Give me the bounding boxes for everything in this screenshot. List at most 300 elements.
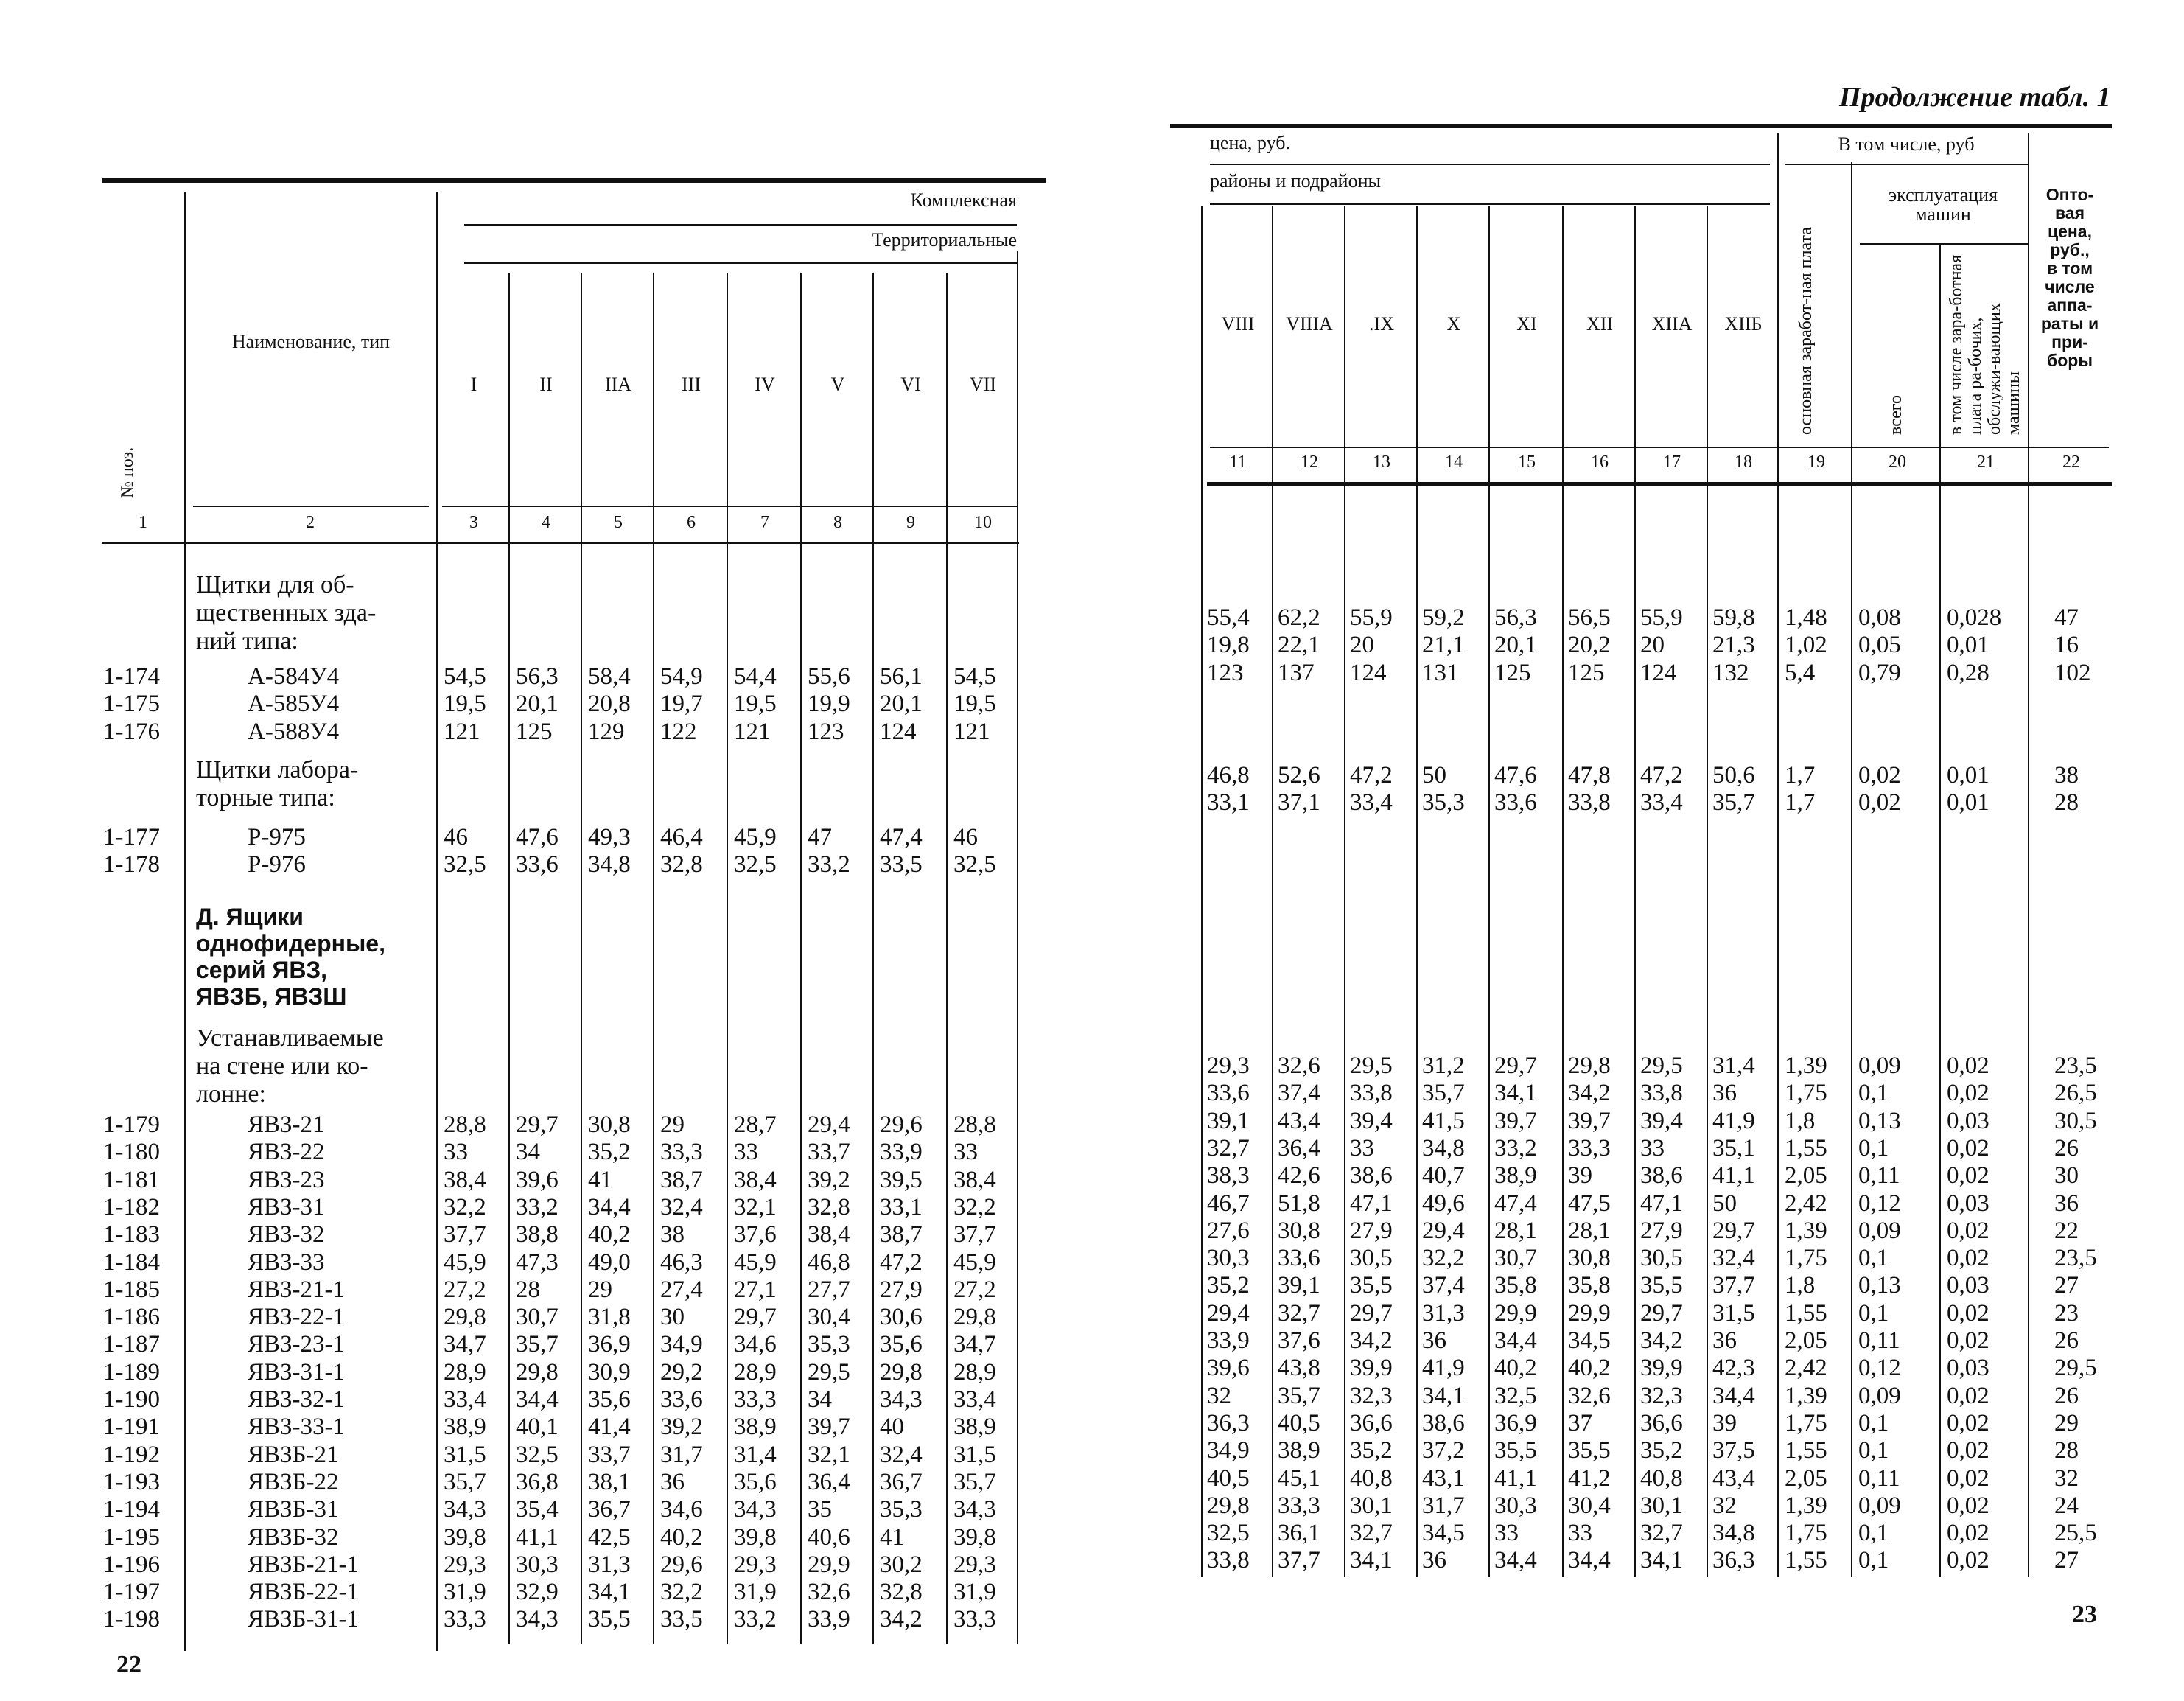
- price-value: 39,4: [1350, 1107, 1393, 1134]
- price-value: 34,2: [1350, 1327, 1393, 1354]
- price-value: 28,7: [734, 1111, 777, 1138]
- header-rule: [464, 262, 1017, 264]
- price-value: 29,6: [880, 1111, 923, 1138]
- price-value: 38,6: [1640, 1162, 1683, 1190]
- price-value: 36,1: [1278, 1520, 1320, 1547]
- column-divider: [1416, 206, 1418, 1577]
- price-value: 5,4: [1785, 659, 1816, 686]
- price-value: 34,5: [1568, 1327, 1611, 1354]
- price-value: 1,55: [1785, 1134, 1827, 1162]
- price-value: 28,1: [1568, 1217, 1611, 1244]
- price-value: 29,3: [1207, 1052, 1250, 1079]
- price-value: 21,3: [1712, 632, 1755, 659]
- type-name: ЯВЗБ-31: [248, 1496, 339, 1523]
- price-value: 39,7: [808, 1414, 850, 1441]
- position-number: 1-176: [103, 718, 160, 745]
- price-value: 129: [588, 718, 625, 745]
- price-value: 37,6: [734, 1221, 777, 1248]
- price-value: 36,9: [588, 1331, 631, 1358]
- price-value: 34,4: [1494, 1327, 1537, 1354]
- price-value: 0,03: [1947, 1272, 1989, 1299]
- type-name: ЯВЗ-23: [248, 1166, 325, 1193]
- price-value: 37,1: [1278, 789, 1320, 817]
- price-value: 35,5: [1568, 1437, 1611, 1464]
- column-divider: [800, 273, 802, 1644]
- price-value: 39,1: [1278, 1272, 1320, 1299]
- price-value: 2,05: [1785, 1327, 1827, 1354]
- price-value: 30,5: [1350, 1245, 1393, 1272]
- type-name: ЯВЗ-31: [248, 1193, 325, 1220]
- column-number: 17: [1663, 453, 1681, 472]
- price-value: 30,4: [808, 1304, 850, 1331]
- price-value: 0,11: [1858, 1327, 1900, 1354]
- column-number: 18: [1735, 453, 1752, 472]
- price-value: 35,3: [1422, 789, 1465, 817]
- price-value: 20: [1640, 632, 1665, 659]
- price-value: 0,03: [1947, 1355, 1989, 1382]
- price-value: 34,4: [1712, 1382, 1755, 1409]
- price-value: 27,9: [880, 1276, 923, 1303]
- price-value: 41,9: [1712, 1107, 1755, 1134]
- price-value: 0,03: [1947, 1190, 1989, 1217]
- price-value: 27,2: [444, 1276, 486, 1303]
- price-value: 34,2: [880, 1606, 923, 1633]
- price-value: 35,3: [880, 1496, 923, 1523]
- price-value: 19,8: [1207, 632, 1250, 659]
- price-value: 23: [2054, 1299, 2079, 1327]
- price-value: 49,0: [588, 1248, 631, 1276]
- price-value: 35,8: [1494, 1272, 1537, 1299]
- price-value: 0,11: [1858, 1162, 1900, 1190]
- price-value: 52,6: [1278, 762, 1320, 789]
- position-number: 1-194: [103, 1496, 160, 1523]
- price-value: 29,7: [1712, 1217, 1755, 1244]
- header-rule: [1860, 243, 2028, 245]
- price-value: 30,5: [2054, 1107, 2097, 1134]
- price-value: 56,3: [1494, 604, 1537, 631]
- price-value: 33,8: [1640, 1080, 1683, 1107]
- price-value: 137: [1278, 659, 1315, 686]
- price-value: 35,7: [1712, 789, 1755, 817]
- price-value: 121: [734, 718, 771, 745]
- price-value: 34,3: [880, 1386, 923, 1413]
- price-value: 34,6: [660, 1496, 703, 1523]
- price-value: 0,02: [1947, 1080, 1989, 1107]
- price-value: 20,1: [516, 691, 559, 718]
- price-value: 39,6: [516, 1166, 559, 1193]
- column-number: 6: [687, 513, 696, 532]
- type-name: ЯВЗБ-22-1: [248, 1579, 359, 1606]
- price-value: 54,9: [660, 663, 703, 690]
- price-value: 47,6: [516, 824, 559, 850]
- price-value: 36: [1712, 1080, 1737, 1107]
- price-value: 40,2: [588, 1221, 631, 1248]
- price-value: 20: [1350, 632, 1374, 659]
- price-value: 1,75: [1785, 1409, 1827, 1436]
- column-number: 2: [306, 513, 315, 532]
- price-value: 32,2: [444, 1193, 486, 1220]
- position-number: 1-189: [103, 1358, 160, 1386]
- price-value: 26,5: [2054, 1080, 2097, 1107]
- price-value: 32,2: [953, 1193, 996, 1220]
- header-rule: [1210, 164, 1770, 165]
- price-value: 28,8: [444, 1111, 486, 1138]
- price-value: 2,42: [1785, 1190, 1827, 1217]
- price-value: 29: [660, 1111, 685, 1138]
- price-value: 54,5: [444, 663, 486, 690]
- price-value: 47: [2054, 604, 2079, 631]
- price-value: 33: [1350, 1134, 1374, 1162]
- price-value: 0,13: [1858, 1272, 1901, 1299]
- price-value: 39,9: [1350, 1355, 1393, 1382]
- price-value: 38,9: [1278, 1437, 1320, 1464]
- price-value: 33,8: [1350, 1080, 1393, 1107]
- price-value: 38,1: [588, 1468, 631, 1495]
- price-value: 37,7: [1278, 1547, 1320, 1574]
- price-value: 0,09: [1858, 1217, 1901, 1244]
- price-value: 2,05: [1785, 1162, 1827, 1190]
- price-value: 0,02: [1947, 1409, 1989, 1436]
- type-name: ЯВЗ-32-1: [248, 1386, 346, 1413]
- price-value: 35,2: [588, 1139, 631, 1166]
- price-value: 1,75: [1785, 1245, 1827, 1272]
- column-divider: [1634, 206, 1636, 1577]
- price-value: 32,1: [734, 1193, 777, 1220]
- price-value: 50: [1422, 762, 1446, 789]
- price-value: 36,7: [880, 1468, 923, 1495]
- price-value: 33,5: [880, 851, 923, 879]
- price-value: 1,75: [1785, 1080, 1827, 1107]
- price-value: 47,4: [1494, 1190, 1537, 1217]
- price-value: 43,8: [1278, 1355, 1320, 1382]
- price-value: 35,6: [588, 1386, 631, 1413]
- price-value: 25,5: [2054, 1520, 2097, 1547]
- price-value: 32,5: [444, 851, 486, 879]
- price-value: 40: [880, 1414, 904, 1441]
- price-value: 38: [2054, 762, 2079, 789]
- price-value: 29,8: [1207, 1492, 1250, 1519]
- price-value: 32: [1712, 1492, 1737, 1519]
- price-value: 33,3: [444, 1606, 486, 1633]
- price-value: 0,02: [1858, 762, 1901, 789]
- column-number: 13: [1373, 453, 1390, 472]
- price-value: 29,5: [1350, 1052, 1393, 1079]
- price-value: 34,9: [1207, 1437, 1250, 1464]
- price-value: 33: [444, 1139, 468, 1166]
- section-title: Щитки для об- щественных зда- ний типа:: [196, 571, 377, 654]
- price-value: 0,09: [1858, 1052, 1901, 1079]
- price-value: 31,4: [1712, 1052, 1755, 1079]
- price-value: 31,3: [1422, 1299, 1465, 1327]
- price-value: 46,3: [660, 1248, 703, 1276]
- price-value: 36,4: [1278, 1134, 1320, 1162]
- price-value: 47,8: [1568, 762, 1611, 789]
- section-title: Щитки лабора- торные типа:: [196, 756, 359, 811]
- price-value: 33,6: [660, 1386, 703, 1413]
- column-number: 3: [469, 513, 478, 532]
- price-value: 33,4: [444, 1386, 486, 1413]
- column-divider: [727, 273, 728, 1644]
- header-rule: [442, 506, 1017, 507]
- price-value: 131: [1422, 659, 1459, 686]
- district-label: V: [830, 374, 845, 395]
- price-value: 1,7: [1785, 789, 1816, 817]
- price-value: 1,48: [1785, 604, 1827, 631]
- price-value: 37,2: [1422, 1437, 1465, 1464]
- price-value: 38,7: [660, 1166, 703, 1193]
- price-value: 34,4: [1494, 1547, 1537, 1574]
- price-value: 40,2: [1568, 1355, 1611, 1382]
- price-value: 0,02: [1858, 789, 1901, 817]
- top-rule: [102, 178, 1046, 183]
- price-value: 29,8: [1568, 1052, 1611, 1079]
- price-value: 39: [1568, 1162, 1592, 1190]
- column-divider: [1939, 243, 1941, 1577]
- price-value: 30,5: [1640, 1245, 1683, 1272]
- price-value: 43,4: [1278, 1107, 1320, 1134]
- price-value: 33,6: [1278, 1245, 1320, 1272]
- price-value: 28,8: [953, 1111, 996, 1138]
- price-value: 33,9: [1207, 1327, 1250, 1354]
- price-value: 36: [1422, 1547, 1446, 1574]
- price-value: 31,5: [953, 1441, 996, 1468]
- price-value: 0,02: [1947, 1162, 1989, 1190]
- district-label: IV: [755, 374, 775, 395]
- price-value: 43,1: [1422, 1464, 1465, 1492]
- price-value: 0,02: [1947, 1464, 1989, 1492]
- price-value: 30: [2054, 1162, 2079, 1190]
- price-value: 34,3: [734, 1496, 777, 1523]
- header-rule: [1207, 482, 2112, 486]
- header-name-type: Наименование, тип: [231, 331, 391, 352]
- price-value: 36: [1422, 1327, 1446, 1354]
- price-value: 55,9: [1350, 604, 1393, 631]
- column-divider: [1562, 206, 1564, 1577]
- price-value: 26: [2054, 1134, 2079, 1162]
- price-value: 27: [2054, 1272, 2079, 1299]
- price-value: 47,2: [1350, 762, 1393, 789]
- price-value: 29,7: [734, 1304, 777, 1331]
- price-value: 29,9: [808, 1551, 850, 1578]
- position-number: 1-179: [103, 1111, 160, 1138]
- price-value: 35,7: [1422, 1080, 1465, 1107]
- price-value: 38,9: [953, 1414, 996, 1441]
- price-value: 2,42: [1785, 1355, 1827, 1382]
- price-value: 124: [880, 718, 917, 745]
- price-value: 36,3: [1207, 1409, 1250, 1436]
- price-value: 47,5: [1568, 1190, 1611, 1217]
- price-value: 39,8: [734, 1523, 777, 1551]
- price-value: 46,8: [1207, 762, 1250, 789]
- price-value: 33,6: [516, 851, 559, 879]
- price-value: 40,5: [1278, 1409, 1320, 1436]
- price-value: 20,1: [880, 691, 923, 718]
- price-value: 38,4: [808, 1221, 850, 1248]
- price-value: 36,3: [1712, 1547, 1755, 1574]
- price-value: 34,1: [1494, 1080, 1537, 1107]
- price-value: 39,9: [1640, 1355, 1683, 1382]
- price-value: 31,9: [444, 1579, 486, 1606]
- price-value: 34,6: [734, 1331, 777, 1358]
- district-label: XIIA: [1651, 313, 1693, 335]
- price-value: 62,2: [1278, 604, 1320, 631]
- price-value: 1,39: [1785, 1217, 1827, 1244]
- type-name: ЯВЗБ-22: [248, 1468, 339, 1495]
- price-value: 51,8: [1278, 1190, 1320, 1217]
- price-value: 28: [516, 1276, 540, 1303]
- price-value: 38,9: [444, 1414, 486, 1441]
- price-value: 40,8: [1640, 1464, 1683, 1492]
- price-value: 1,39: [1785, 1492, 1827, 1519]
- type-name: ЯВЗ-33: [248, 1248, 325, 1276]
- price-value: 32,2: [1422, 1245, 1465, 1272]
- price-value: 27,4: [660, 1276, 703, 1303]
- position-number: 1-190: [103, 1386, 160, 1413]
- position-number: 1-186: [103, 1304, 160, 1331]
- header-price: цена, руб.: [1210, 132, 1290, 153]
- price-value: 0,02: [1947, 1327, 1989, 1354]
- price-value: 36,4: [808, 1468, 850, 1495]
- price-value: 55,4: [1207, 604, 1250, 631]
- price-value: 35: [808, 1496, 832, 1523]
- price-value: 29,4: [1207, 1299, 1250, 1327]
- price-value: 2,05: [1785, 1464, 1827, 1492]
- price-value: 34,3: [444, 1496, 486, 1523]
- price-value: 29,7: [516, 1111, 559, 1138]
- price-value: 40,2: [1494, 1355, 1537, 1382]
- price-value: 34,1: [588, 1579, 631, 1606]
- price-value: 29,9: [1568, 1299, 1611, 1327]
- price-value: 27,9: [1640, 1217, 1683, 1244]
- price-value: 32,6: [1278, 1052, 1320, 1079]
- price-value: 26: [2054, 1327, 2079, 1354]
- price-value: 24: [2054, 1492, 2079, 1519]
- column-divider: [946, 273, 948, 1644]
- price-value: 124: [1640, 659, 1677, 686]
- price-value: 32,5: [1207, 1520, 1250, 1547]
- price-value: 40,5: [1207, 1464, 1250, 1492]
- position-number: 1-192: [103, 1441, 160, 1468]
- header-rule: [1210, 447, 2109, 448]
- price-value: 30,3: [516, 1551, 559, 1578]
- price-value: 46: [444, 824, 468, 850]
- price-value: 35,5: [1494, 1437, 1537, 1464]
- column-number: 9: [906, 513, 915, 532]
- price-value: 58,4: [588, 663, 631, 690]
- price-value: 0,1: [1858, 1437, 1889, 1464]
- district-label: VI: [900, 374, 921, 395]
- district-label: VIII: [1221, 313, 1255, 335]
- price-value: 36,6: [1640, 1409, 1683, 1436]
- header-machine-operation: эксплуатация машин: [1888, 184, 1998, 225]
- column-divider: [436, 192, 438, 1651]
- price-value: 47,6: [1494, 762, 1537, 789]
- price-value: 34,7: [953, 1331, 996, 1358]
- price-value: 33,4: [953, 1386, 996, 1413]
- price-value: 34,2: [1568, 1080, 1611, 1107]
- price-value: 45,9: [444, 1248, 486, 1276]
- price-value: 32: [2054, 1464, 2079, 1492]
- price-value: 29: [588, 1276, 612, 1303]
- price-value: 1,55: [1785, 1299, 1827, 1327]
- price-value: 29,8: [444, 1304, 486, 1331]
- price-value: 37,5: [1712, 1437, 1755, 1464]
- header-rule: [464, 224, 1017, 226]
- price-value: 33,3: [953, 1606, 996, 1633]
- price-value: 41,1: [1494, 1464, 1537, 1492]
- price-value: 33,2: [516, 1193, 559, 1220]
- price-value: 32,2: [660, 1579, 703, 1606]
- price-value: 31,7: [660, 1441, 703, 1468]
- price-value: 0,12: [1858, 1190, 1901, 1217]
- price-value: 1,7: [1785, 762, 1816, 789]
- price-value: 0,03: [1947, 1107, 1989, 1134]
- price-value: 0,02: [1947, 1492, 1989, 1519]
- price-value: 33,3: [1568, 1134, 1611, 1162]
- price-value: 35,6: [734, 1468, 777, 1495]
- price-value: 32,6: [1568, 1382, 1611, 1409]
- price-value: 19,5: [444, 691, 486, 718]
- price-value: 37,7: [1712, 1272, 1755, 1299]
- price-value: 30,4: [1568, 1492, 1611, 1519]
- type-name: ЯВЗБ-31-1: [248, 1606, 359, 1633]
- price-value: 0,1: [1858, 1245, 1889, 1272]
- price-value: 29,3: [734, 1551, 777, 1578]
- price-value: 1,75: [1785, 1520, 1827, 1547]
- column-divider: [1707, 206, 1708, 1577]
- price-value: 0,09: [1858, 1382, 1901, 1409]
- price-value: 34: [808, 1386, 832, 1413]
- price-value: 35,3: [808, 1331, 850, 1358]
- column-number: 20: [1889, 453, 1906, 472]
- price-value: 34,4: [588, 1193, 631, 1220]
- price-value: 32,9: [516, 1579, 559, 1606]
- price-value: 32,3: [1350, 1382, 1393, 1409]
- continuation-title: Продолжение табл. 1: [1839, 82, 2111, 113]
- price-value: 29,8: [953, 1304, 996, 1331]
- price-value: 59,8: [1712, 604, 1755, 631]
- price-value: 45,1: [1278, 1464, 1320, 1492]
- price-value: 33,3: [660, 1139, 703, 1166]
- price-value: 35,5: [1640, 1272, 1683, 1299]
- price-value: 30,8: [588, 1111, 631, 1138]
- price-value: 42,5: [588, 1523, 631, 1551]
- column-number: 14: [1445, 453, 1463, 472]
- price-value: 33,2: [734, 1606, 777, 1633]
- type-name: ЯВЗ-21-1: [248, 1276, 346, 1303]
- header-rule: [1210, 203, 1770, 205]
- price-value: 33,3: [1278, 1492, 1320, 1519]
- header-including: В том числе, руб: [1838, 133, 1975, 155]
- price-value: 38,4: [444, 1166, 486, 1193]
- price-value: 34,8: [1422, 1134, 1465, 1162]
- price-value: 38,9: [734, 1414, 777, 1441]
- price-value: 27,2: [953, 1276, 996, 1303]
- price-value: 34,1: [1422, 1382, 1465, 1409]
- price-value: 30,3: [1207, 1245, 1250, 1272]
- price-value: 37,4: [1422, 1272, 1465, 1299]
- price-value: 22: [2054, 1217, 2079, 1244]
- district-label: XI: [1516, 313, 1537, 335]
- price-value: 35,8: [1568, 1272, 1611, 1299]
- position-number: 1-175: [103, 691, 160, 718]
- price-value: 20,2: [1568, 632, 1611, 659]
- district-label: IIA: [604, 374, 632, 395]
- column-divider: [1344, 206, 1345, 1577]
- price-value: 0,028: [1947, 604, 2002, 631]
- price-value: 0,02: [1947, 1134, 1989, 1162]
- district-label: XII: [1586, 313, 1614, 335]
